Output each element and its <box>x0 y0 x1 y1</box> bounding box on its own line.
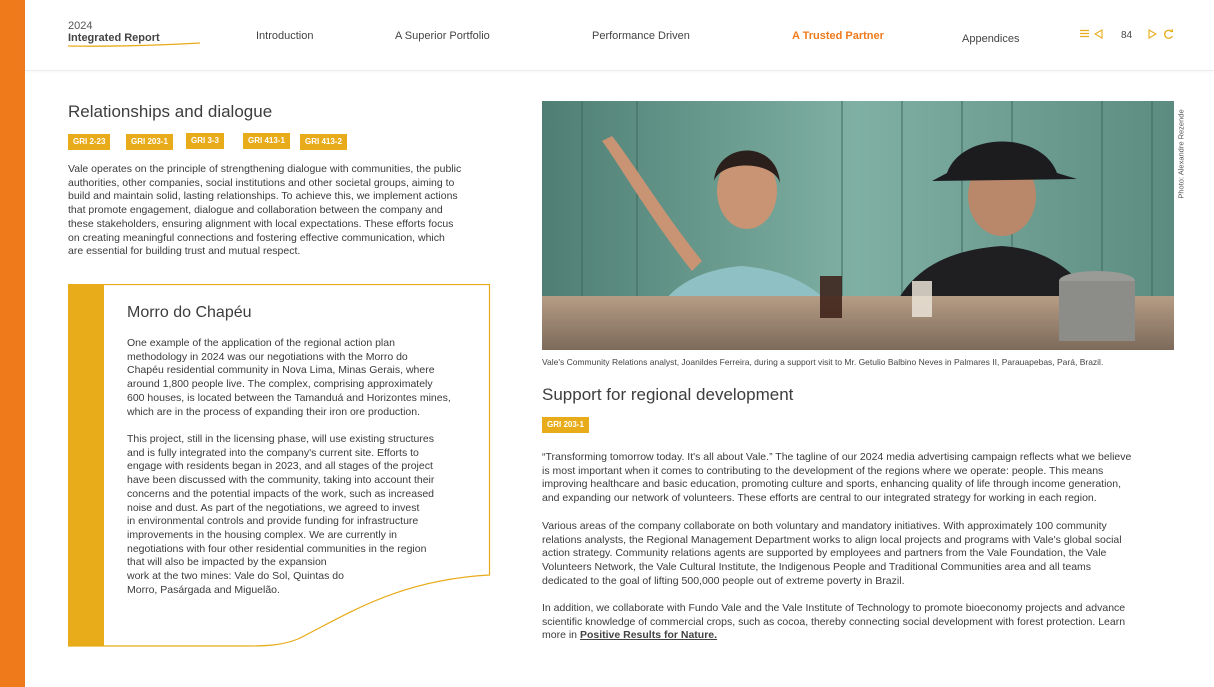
gri-tag: GRI 413-1 <box>243 133 290 149</box>
text-line: is most important when it comes to contributing to the development of the regions where we operate: people. This means <box>542 464 1104 477</box>
text-line: that will also be impacted by the expansion <box>127 556 327 569</box>
text-line: Vale operates on the principle of strengthening dialogue with communities, the public <box>68 163 462 175</box>
section-title-regional-development: Support for regional development <box>542 385 794 404</box>
text-line: relations analysts, the Regional Management Department works to align local projects and programs with Vale's global social <box>542 533 1122 546</box>
refresh-icon[interactable] <box>1163 29 1174 40</box>
text-line: action strategy. Community relations agents are supported by employees and partners from the Vale Foundation, the Vale <box>542 547 1107 560</box>
case-paragraph-2 <box>127 433 477 597</box>
text-line: methodology in 2024 was our negotiations with the Morro do <box>127 350 408 363</box>
report-brand[interactable] <box>68 20 160 45</box>
case-box-title: Morro do Chapéu <box>127 304 252 321</box>
text-line: and is fully integrated into the company's current site. Efforts to <box>127 446 419 459</box>
text-line: Morro, Pasárgada and Miguelão. <box>127 583 280 596</box>
text-line: that promote engagement, dialogue and collaboration between the company and <box>68 204 443 217</box>
text-line: Chapéu residential community in Nova Lima, Minas Gerais, where <box>127 364 435 377</box>
photo-credit <box>1176 101 1186 207</box>
regional-paragraph-1 <box>542 451 1182 506</box>
next-page-icon[interactable] <box>1148 29 1157 39</box>
text-line: negotiations with four other residential communities in the region <box>127 542 427 555</box>
text-line: “Transforming tomorrow today. It's all about Vale.” The tagline of our 2024 media advertising campaign reflects what we believe <box>542 451 1132 463</box>
text-line: are essential for building trust and mutual respect. <box>68 245 301 258</box>
text-line: Volunteers Network, the Vale Cultural Institute, the Indigenous People and Traditional Communities area and all teams <box>542 561 1092 574</box>
gri-tag: GRI 203-1 <box>542 417 589 433</box>
text-fragment: more in <box>542 629 580 642</box>
nav-superior-portfolio[interactable]: A Superior Portfolio <box>395 30 490 42</box>
text-line: have been discussed with the community, taking into account their <box>127 474 435 487</box>
text-line <box>542 629 1182 643</box>
nav-trusted-partner[interactable]: A Trusted Partner <box>792 30 884 42</box>
text-line: improvements in the housing complex. We are currently in <box>127 528 398 541</box>
gri-tag: GRI 2-23 <box>68 134 110 150</box>
photo-illustration <box>542 101 1174 350</box>
regional-paragraph-3 <box>542 602 1182 643</box>
gri-tag: GRI 3-3 <box>186 133 224 149</box>
text-line: around 1,800 people live. The complex, comprising approximately <box>127 378 433 391</box>
text-line: in environmental controls and provide funding for infrastructure <box>127 515 419 528</box>
text-line: This project, still in the licensing phase, will use existing structures <box>127 433 434 445</box>
text-line: scientific knowledge of commercial crops, such as cocoa, thereby connecting social development with forest protection. Learn <box>542 615 1126 628</box>
case-paragraph-1 <box>127 337 477 419</box>
brand-title: Integrated Report <box>68 32 160 44</box>
intro-paragraph <box>68 163 508 259</box>
photo-caption: Vale's Community Relations analyst, Joanildes Ferreira, during a support visit to Mr. Getulio Balbino Neves in Palmares II, Parauapebas, Pará, Brazil. <box>542 357 1104 367</box>
top-navigation-bar <box>25 0 1214 71</box>
nav-appendices[interactable]: Appendices <box>962 33 1020 45</box>
text-line: these stakeholders, ensuring alignment with local expectations. These efforts focus <box>68 217 454 230</box>
text-line: In addition, we collaborate with Fundo Vale and the Vale Institute of Technology to promote bioeconomy projects and advance <box>542 602 1126 614</box>
regional-paragraph-2 <box>542 520 1182 589</box>
text-line: build and maintain solid, lasting relationships. To achieve this, we implement actions <box>68 190 458 203</box>
brand-year: 2024 <box>68 20 93 32</box>
orange-side-bar <box>0 0 25 687</box>
text-line: which are in the process of expanding their iron ore production. <box>127 405 421 418</box>
page-number: 84 <box>1121 30 1133 41</box>
positive-results-link[interactable]: Positive Results for Nature. <box>579 629 718 642</box>
text-line: work at the two mines: Vale do Sol, Quintas do <box>127 570 344 583</box>
prev-page-icon[interactable] <box>1094 29 1103 39</box>
text-line: on creating meaningful connections and fostering effective communication, which <box>68 231 445 244</box>
case-box-band <box>68 284 104 646</box>
nav-performance-driven[interactable]: Performance Driven <box>592 30 690 42</box>
text-line: and expanding our network of volunteers. These efforts are central to our integrated strategy for working in each region. <box>542 492 1097 505</box>
text-line: noise and dust. As part of the negotiations, we agreed to invest <box>127 501 420 514</box>
text-line: concerns and the potential impacts of the work, such as increased <box>127 487 435 500</box>
text-line: authorities, other companies, social institutions and other societal groups, aiming to <box>68 176 455 189</box>
section-title-relationships: Relationships and dialogue <box>68 102 273 121</box>
text-line: dedicated to the goal of lifting 500,000 people out of extreme poverty in Brazil. <box>542 574 905 587</box>
photo-credit-text: Photo: Alexandre Rezende <box>1176 109 1186 199</box>
gri-tag: GRI 413-2 <box>300 134 347 150</box>
menu-icon[interactable] <box>1080 29 1089 38</box>
text-line: Various areas of the company collaborate on both voluntary and mandatory initiatives. With approximately 100 community <box>542 520 1107 532</box>
community-visit-photo <box>542 101 1174 350</box>
text-line: 600 houses, is located between the Tamanduá and Horizontes mines, <box>127 391 451 404</box>
gri-tag: GRI 203-1 <box>126 134 173 150</box>
brand-swoosh-icon <box>68 42 202 48</box>
text-line: One example of the application of the regional action plan <box>127 337 395 349</box>
text-line: improving healthcare and basic education, promoting culture and sports, enhancing quality of life through income generation, <box>542 478 1122 491</box>
nav-introduction[interactable]: Introduction <box>256 30 314 42</box>
text-line: engage with residents began in 2023, and all stages of the project <box>127 460 433 473</box>
